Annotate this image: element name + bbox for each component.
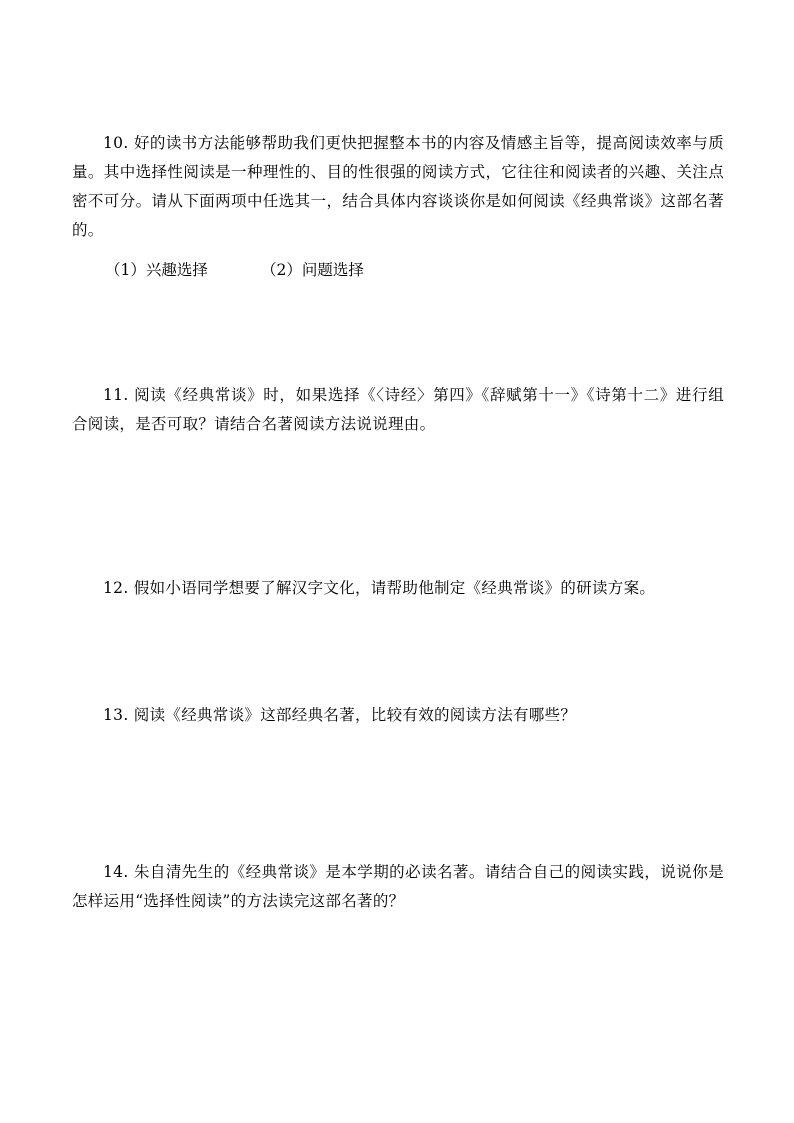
option-interest-selection: （1）兴趣选择 — [105, 261, 208, 279]
question-10-options — [105, 256, 705, 285]
question-number: 13. — [103, 706, 129, 724]
question-number: 10. — [103, 134, 129, 152]
question-number: 12. — [103, 579, 129, 597]
question-11 — [72, 381, 724, 439]
question-number: 14. — [103, 863, 129, 881]
option-question-selection: （2）问题选择 — [261, 261, 364, 279]
question-13 — [72, 701, 724, 730]
question-text: 好的读书方法能够帮助我们更快把握整本书的内容及情感主旨等，提高阅读效率与质量。其中选择性阅读是一种理性的、目的性很强的阅读方式，它往往和阅读者的兴趣、关注点密不可分。请从下面两项中任选其一，结合具体内容谈谈你是如何阅读《经典常谈》这部名著的。 — [72, 134, 724, 239]
question-14 — [72, 858, 724, 916]
question-10 — [72, 129, 724, 245]
question-number: 11. — [103, 386, 129, 404]
question-text: 朱自清先生的《经典常谈》是本学期的必读名著。请结合自己的阅读实践，说说你是怎样运用“选择性阅读”的方法读完这部名著的？ — [72, 863, 724, 910]
question-text: 阅读《经典常谈》时，如果选择《〈诗经〉第四》《辞赋第十一》《诗第十二》进行组合阅读，是否可取？请结合名著阅读方法说说理由。 — [72, 386, 724, 433]
question-text: 阅读《经典常谈》这部经典名著，比较有效的阅读方法有哪些？ — [133, 706, 577, 724]
question-text: 假如小语同学想要了解汉字文化，请帮助他制定《经典常谈》的研读方案。 — [133, 579, 656, 597]
question-12 — [72, 574, 724, 603]
